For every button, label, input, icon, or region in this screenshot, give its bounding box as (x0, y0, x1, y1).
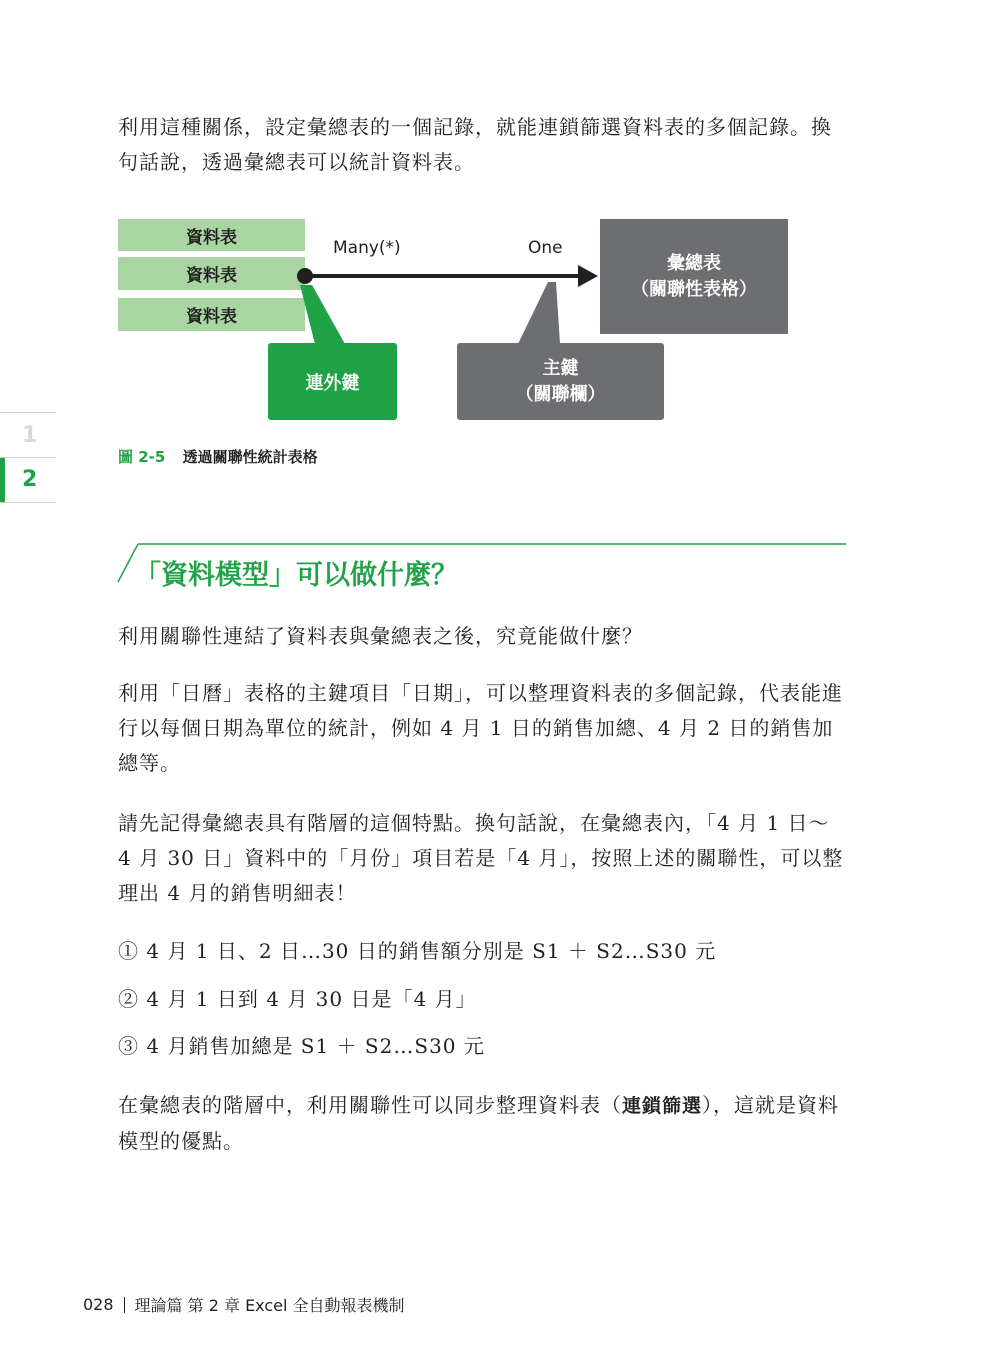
summary-table-subtitle: （關聯性表格） (631, 278, 757, 300)
page-number: 028 (83, 1295, 114, 1314)
intro-paragraph: 利用這種關係，設定彙總表的一個記錄，就能連鎖篩選資料表的多個記錄。換句話說，透過彙總表可以統計資料表。 (118, 115, 832, 174)
connection-dot-icon (297, 268, 313, 284)
list-item-2: ② 4 月 1 日到 4 月 30 日是「4 月」 (118, 987, 477, 1011)
chapter-tab-1: 1 (22, 423, 38, 448)
paragraph-4-start: 在彙總表的階層中，利用關聯性可以同步整理資料表（ (118, 1093, 622, 1117)
arrow-head-icon (578, 265, 598, 287)
primary-key-title: 主鍵 (542, 357, 579, 379)
body-paragraph-2: 利用「日曆」表格的主鍵項目「日期」，可以整理資料表的多個記錄，代表能進行以每個日期為單位的統計，例如 4 月 1 日的銷售加總、4 月 2 日的銷售加總等。 (118, 681, 843, 775)
body-paragraph-1: 利用關聯性連結了資料表與彙總表之後，究竟能做什麼？ (118, 624, 643, 648)
figure-caption (118, 446, 318, 467)
one-label: One (528, 238, 563, 258)
list-item-3: ③ 4 月銷售加總是 S1 ＋ S2…S30 元 (118, 1034, 485, 1058)
figure-number: 圖 2-5 (118, 448, 166, 466)
footer-divider (124, 1297, 125, 1313)
data-table-box-3: 資料表 (118, 298, 305, 331)
list-item-1: ① 4 月 1 日、2 日…30 日的銷售額分別是 S1 ＋ S2…S30 元 (118, 939, 717, 963)
foreign-key-callout: 連外鍵 (268, 343, 397, 420)
tab-divider (0, 412, 56, 413)
footer-title: 理論篇 第 2 章 Excel 全自動報表機制 (134, 1296, 405, 1315)
many-label: Many(*) (333, 238, 401, 258)
summary-table-box (600, 219, 788, 334)
paragraph-4-end: ），這就是資料模型的優點。 (118, 1093, 840, 1153)
foreign-key-pointer (300, 285, 345, 344)
tab-divider (0, 502, 56, 503)
body-paragraph-4 (118, 1088, 848, 1159)
data-table-box-2: 資料表 (118, 257, 305, 290)
section-heading: 「資料模型」可以做什麼？ (134, 560, 458, 591)
figure-caption-text: 透過關聯性統計表格 (182, 448, 318, 466)
paragraph-4-bold: 連鎖篩選 (622, 1095, 703, 1117)
primary-key-callout (457, 343, 664, 420)
body-paragraph-3: 請先記得彙總表具有階層的這個特點。換句話說，在彙總表內，「4 月 1 日～ 4 月 30 日」資料中的「月份」項目若是「4 月」，按照上述的關聯性，可以整理出 4 月的銷售明細表！ (118, 811, 844, 905)
primary-key-subtitle: （關聯欄） (515, 383, 606, 405)
chapter-tab-2: 2 (0, 458, 56, 502)
page-footer (83, 1293, 405, 1316)
primary-key-pointer (518, 282, 560, 344)
summary-table-title: 彙總表 (667, 252, 721, 274)
data-table-box-1: 資料表 (118, 219, 305, 251)
